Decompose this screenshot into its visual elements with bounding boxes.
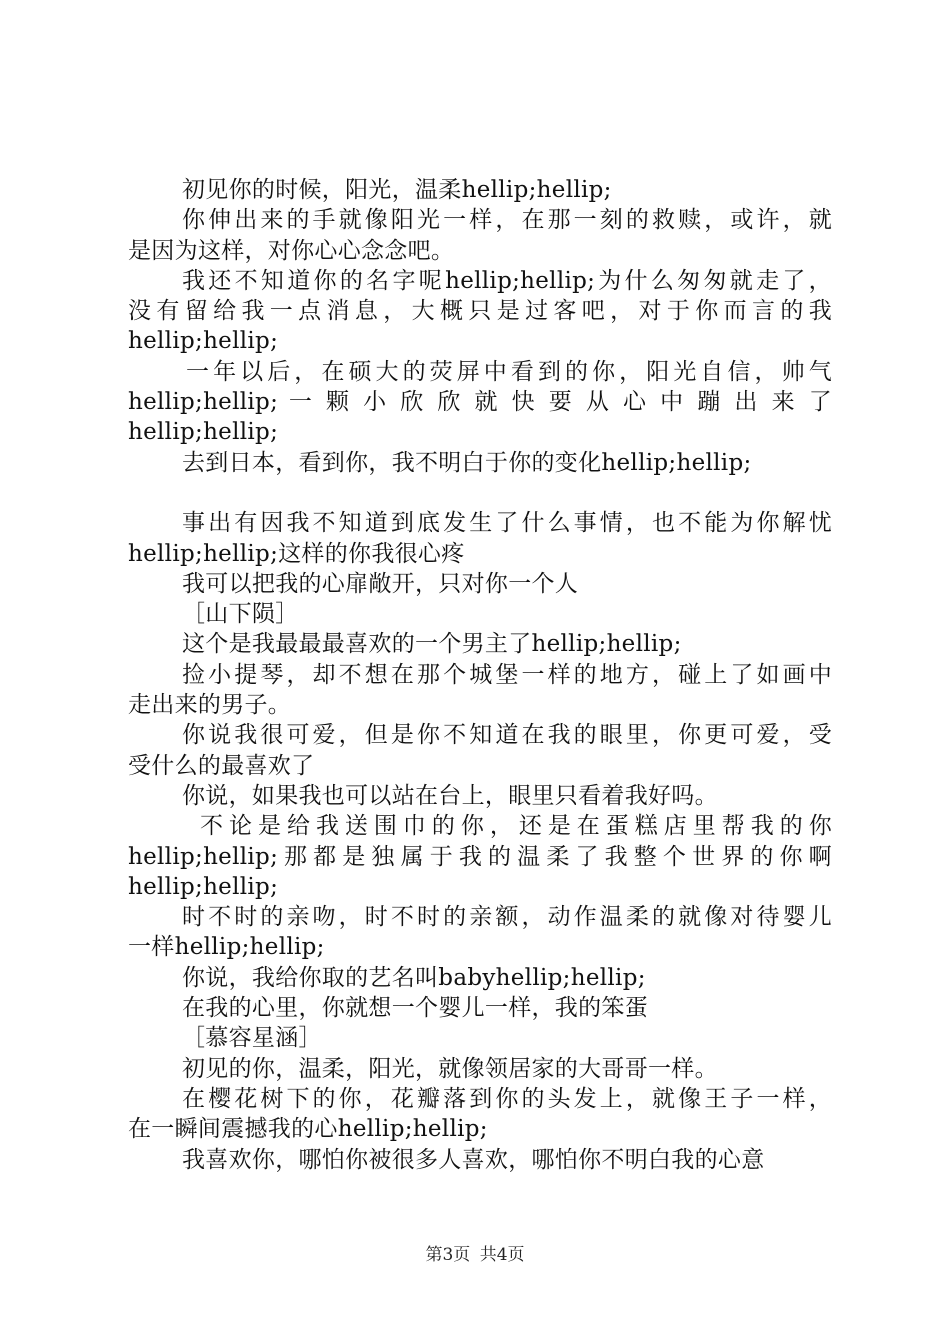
text-line: 你伸出来的手就像阳光一样，在那一刻的救赎，或许，就 [182, 207, 832, 234]
text-line: 你说，我给你取的艺名叫babyhellip;hellip; [182, 964, 646, 991]
text-line: 是因为这样，对你心心念念吧。 [128, 237, 455, 264]
text-line: 在我的心里，你就想一个婴儿一样，我的笨蛋 [182, 995, 648, 1022]
page-number: 第3页 [425, 1245, 471, 1265]
text-line: 我喜欢你，哪怕你被很多人喜欢，哪怕你不明白我的心意 [182, 1146, 765, 1173]
page-total: 共4页 [479, 1245, 525, 1265]
text-line: 没有留给我一点消息，大概只是过客吧，对于你而言的我 [128, 298, 832, 325]
text-line: 时不时的亲吻，时不时的亲额，动作温柔的就像对待婴儿 [182, 904, 832, 931]
text-line: 初见你的时候，阳光，温柔hellip;hellip; [182, 177, 612, 203]
page-footer [0, 1243, 950, 1267]
text-line: hellip;hellip; [128, 873, 279, 900]
document-body [128, 175, 832, 1175]
blank-line [128, 478, 832, 508]
section-heading: ［慕容星涵］ [182, 1025, 322, 1052]
section-heading: ［山下陨］ [182, 601, 299, 628]
text-line: 我还不知道你的名字呢hellip;hellip;为什么匆匆就走了， [182, 267, 832, 294]
text-line: 你说我很可爱，但是你不知道在我的眼里，你更可爱，受 [182, 722, 832, 749]
text-line: 去到日本，看到你，我不明白于你的变化hellip;hellip; [182, 449, 752, 476]
text-line: hellip;hellip; 一 颗 小 欣 欣 就 快 要 从 心 中 蹦 出 来 了 [128, 389, 832, 416]
text-line: 这个是我最最最喜欢的一个男主了hellip;hellip; [182, 631, 682, 658]
text-line: 受什么的最喜欢了 [128, 752, 315, 779]
text-line: hellip;hellip; [128, 328, 279, 355]
text-line: 在樱花树下的你，花瓣落到你的头发上，就像王子一样， [182, 1085, 832, 1112]
text-line: 事出有因我不知道到底发生了什么事情，也不能为你解忧 [182, 510, 832, 537]
text-line: hellip;hellip;这样的你我很心疼 [128, 540, 465, 567]
text-line: 一样hellip;hellip; [128, 934, 325, 961]
text-line: 一年以后，在硕大的荧屏中看到的你，阳光自信，帅气 [186, 358, 832, 385]
text-line: hellip;hellip;那都是独属于我的温柔了我整个世界的你啊 [128, 843, 832, 870]
text-line: 你说，如果我也可以站在台上，眼里只看着我好吗。 [182, 782, 718, 809]
text-line: hellip;hellip; [128, 419, 279, 446]
text-line: 走出来的男子。 [128, 692, 292, 719]
text-line: 初见的你，温柔，阳光，就像领居家的大哥哥一样。 [182, 1055, 718, 1082]
text-line: 不论是给我送围巾的你，还是在蛋糕店里帮我的你 [200, 813, 832, 840]
text-line: 在一瞬间震撼我的心hellip;hellip; [128, 1116, 488, 1143]
text-line: 捡小提琴，却不想在那个城堡一样的地方，碰上了如画中 [182, 661, 832, 688]
text-line: 我可以把我的心扉敞开，只对你一个人 [182, 570, 579, 597]
